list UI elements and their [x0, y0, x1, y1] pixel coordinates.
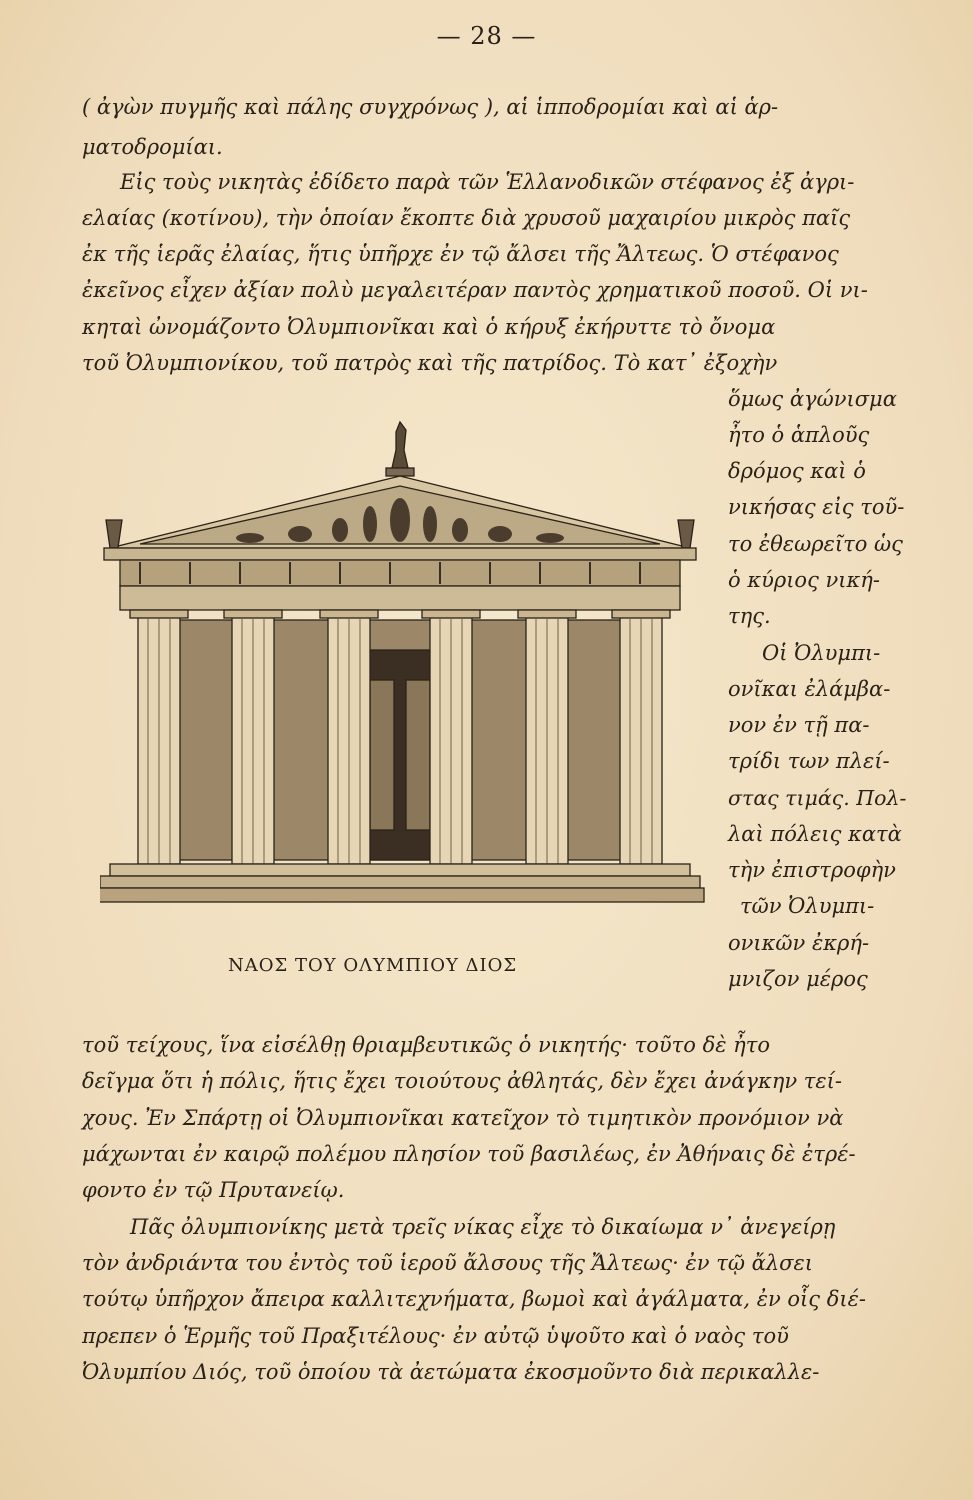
side-text-line: τρίδι των πλεί- [728, 749, 890, 773]
text-line: τοῦ Ὀλυμπιονίκου, τοῦ πατρὸς καὶ τῆς πατρίδος. Τὸ κατ᾿ ἐξοχὴν [82, 351, 778, 375]
side-text-line: τὴν ἐπιστροφὴν [728, 858, 896, 882]
text-line: κηταὶ ὠνομάζοντο Ὀλυμπιονῖκαι καὶ ὁ κήρυξ ἐκήρυττε τὸ ὄνομα [82, 315, 776, 339]
side-text-line: νον ἐν τῇ πα- [728, 713, 870, 737]
text-line: ( ἀγὼν πυγμῆς καὶ πάλης συγχρόνως ), αἱ ἱπποδρομίαι καὶ αἱ ἁρ- [82, 95, 779, 119]
text-line: ἐκ τῆς ἱερᾶς ἐλαίας, ἥτις ὑπῆρχε ἐν τῷ ἄλσει τῆς Ἄλτεως. Ὁ στέφανος [82, 242, 839, 266]
page-number: — 28 — [436, 22, 537, 50]
text-line: Εἰς τοὺς νικητὰς ἐδίδετο παρὰ τῶν Ἑλλανοδικῶν στέφανος ἐξ ἀγρι- [120, 170, 855, 194]
side-text-line: δρόμος καὶ ὁ [728, 459, 866, 483]
side-text-line: λαὶ πόλεις κατὰ [728, 822, 902, 846]
temple-illustration [100, 420, 710, 910]
text-line: Πᾶς ὀλυμπιονίκης μετὰ τρεῖς νίκας εἶχε τὸ δικαίωμα ν᾿ ἀνεγείρῃ [130, 1215, 836, 1239]
text-line: ἐκεῖνος εἶχεν ἀξίαν πολὺ μεγαλειτέραν παντὸς χρηματικοῦ ποσοῦ. Οἱ νι- [82, 278, 868, 302]
side-text-line: ὅμως ἀγώνισμα [728, 387, 897, 411]
text-line: πρεπεν ὁ Ἑρμῆς τοῦ Πραξιτέλους· ἐν αὐτῷ ὑψοῦτο καὶ ὁ ναὸς τοῦ [82, 1324, 789, 1348]
figure-caption: ΝΑΟΣ ΤΟΥ ΟΛΥΜΠΙΟΥ ΔΙΟΣ [228, 955, 518, 976]
side-text-line: της. [728, 604, 771, 628]
text-line: χους. Ἐν Σπάρτῃ οἱ Ὀλυμπιονῖκαι κατεῖχον τὸ τιμητικὸν προνόμιον νὰ [82, 1106, 844, 1130]
side-text-line: νικήσας εἰς τοῦ- [728, 495, 905, 519]
side-text-line: ονικῶν ἐκρή- [728, 931, 870, 955]
text-line: ελαίας (κοτίνου), τὴν ὁποίαν ἔκοπτε διὰ χρυσοῦ μαχαιρίου μικρὸς παῖς [82, 206, 851, 230]
side-text-line: μνιζον μέρος [728, 967, 868, 991]
text-line: μάχωνται ἐν καιρῷ πολέμου πλησίον τοῦ βασιλέως, ἐν Ἀθήναις δὲ ἐτρέ- [82, 1142, 856, 1166]
side-text-line: τῶν Ὀλυμπι- [740, 894, 875, 918]
side-text-line: ονῖκαι ἐλάμβα- [728, 677, 891, 701]
text-line: τὸν ἀνδριάντα του ἐντὸς τοῦ ἱεροῦ ἄλσους τῆς Ἄλτεως· ἐν τῷ ἄλσει [82, 1251, 813, 1275]
side-text-line: ὁ κύριος νική- [728, 568, 880, 592]
side-text-line: ἦτο ὁ ἁπλοῦς [728, 423, 870, 447]
side-text-line: Οἱ Ὀλυμπι- [762, 641, 881, 665]
text-line: Ὀλυμπίου Διός, τοῦ ὁποίου τὰ ἀετώματα ἐκοσμοῦντο διὰ περικαλλε- [82, 1360, 820, 1384]
side-text-line: στας τιμάς. Πολ- [728, 786, 907, 810]
side-text-line: το ἐθεωρεῖτο ὡς [728, 532, 903, 556]
text-line: τοῦ τείχους, ἵνα εἰσέλθῃ θριαμβευτικῶς ὁ νικητής· τοῦτο δὲ ἦτο [82, 1033, 771, 1057]
text-line: δεῖγμα ὅτι ἡ πόλις, ἥτις ἔχει τοιούτους ἀθλητάς, δὲν ἔχει ἀνάγκην τεί- [82, 1069, 842, 1093]
text-line: φοντο ἐν τῷ Πρυτανείῳ. [82, 1178, 345, 1202]
text-line: τούτῳ ὑπῆρχον ἄπειρα καλλιτεχνήματα, βωμοὶ καὶ ἀγάλματα, ἐν οἷς διέ- [82, 1287, 866, 1311]
text-line: ματοδρομίαι. [82, 135, 223, 159]
